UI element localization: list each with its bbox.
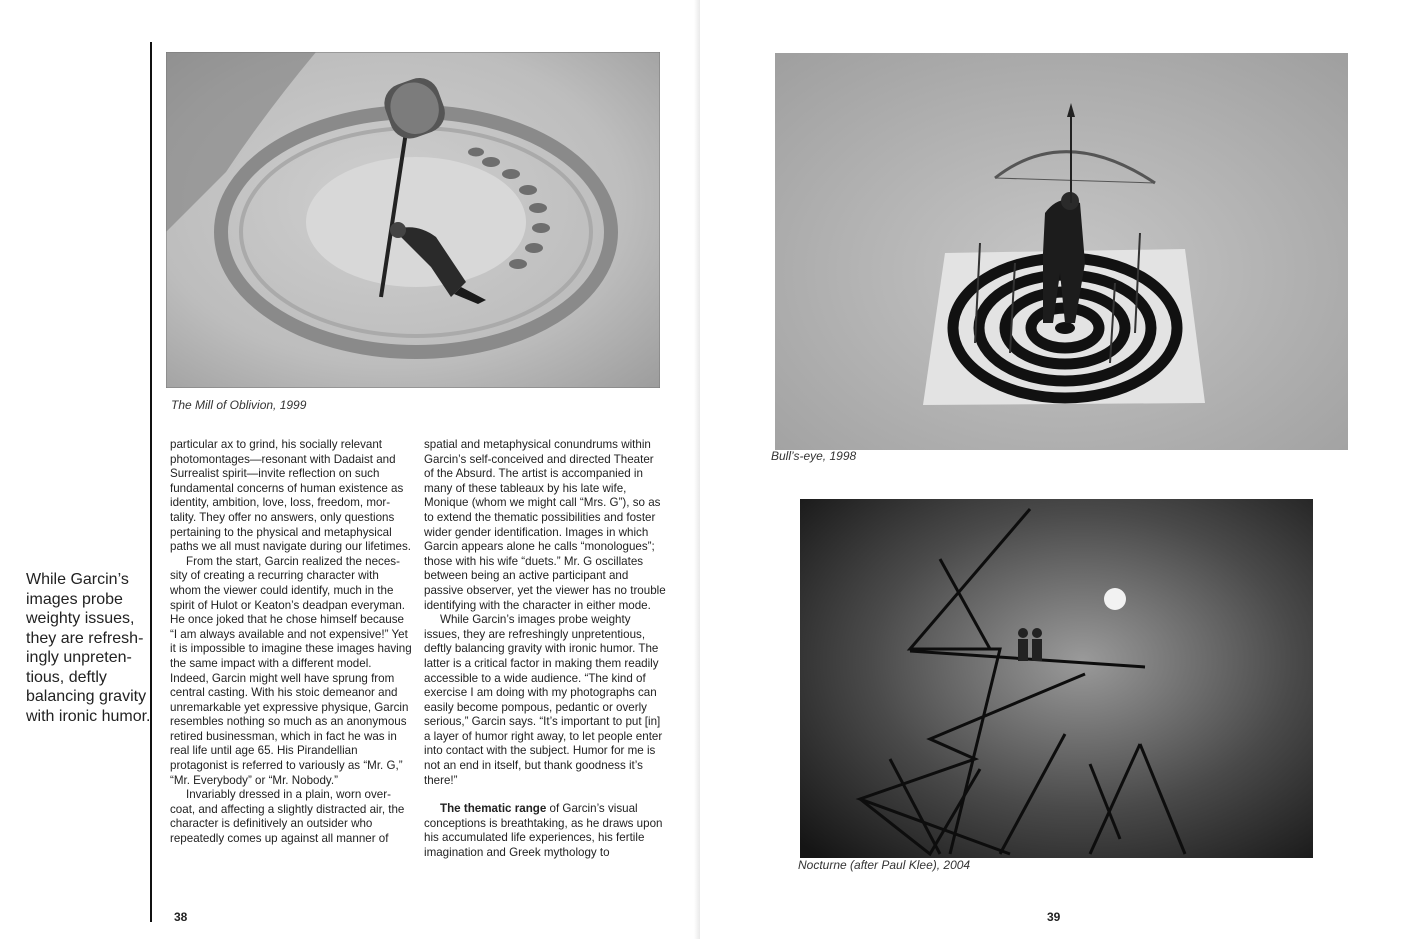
right-page <box>700 0 1417 939</box>
paragraph: From the start, Garcin realized the necessity of creating a recurring character with whom the viewer could identify, much in the spirit of Hulot or Keaton’s deadpan everyman. He once joked that he chose himself because “I am always available and not expensive!” Yet it is impossible to imagine these images having the same impact with a different model. Indeed, Garcin might well have sprung from central casting. With his stoic demeanor and unremarkable yet expressive physique, Garcin resembles nothing so much as an anonymous retired businessman, which in fact he was in real life until age 65. His Pirandellian protagonist is referred to variously as “Mr. G,” “Mr. Everybody” or “Mr. Nobody.” <box>170 554 412 787</box>
paragraph <box>424 802 666 860</box>
margin-rule <box>150 42 152 922</box>
photo-caption-nocturne: Nocturne (after Paul Klee), 2004 <box>798 858 971 872</box>
paragraph: spatial and metaphysical conundrums within Garcin’s self-conceived and directed Theater of the Absurd. The artist is accompanied in many of these tableaux by his late wife, Monique (whom we might call “Mrs. G”), so as to extend the thematic possibilities and foster wider gender identification. Images in which Garcin appears alone he calls “monologues”; those with his wife “duets.” Mr. G oscillates between being an active participant and passive observer, yet the viewer has no trouble identifying with the character in either mode. <box>424 438 666 612</box>
paragraph-text: of Garcin’s visual conceptions is breathtaking, as he draws upon his accumulated life experiences, his fertile imagination and Greek mythology to <box>424 802 663 860</box>
section-lead-in: The thematic range <box>440 802 547 816</box>
nocturne-photo <box>800 499 1313 858</box>
pull-quote: While Garcin’s images probe weighty issues, they are refreshingly unpretentious, deftly balancing gravity with ironic humor. <box>26 571 151 725</box>
text-column-2 <box>424 438 666 861</box>
photo-caption-mill: The Mill of Oblivion, 1999 <box>171 398 307 412</box>
bulls-eye-photo <box>775 53 1348 450</box>
photo-caption-bulls-eye: Bull’s-eye, 1998 <box>771 449 857 463</box>
paragraph: particular ax to grind, his socially relevant photomontages—resonant with Dadaist and Surrealist spirit—invite reflection on such fundamental concerns of human existence as identity, ambition, love, loss, freedom, mortality. They offer no answers, only questions pertaining to the physical and metaphysical paths we all must navigate during our lifetimes. <box>170 438 412 554</box>
paragraph: While Garcin’s images probe weighty issues, they are refreshingly unpretentious, deftly balancing gravity with ironic humor. The latter is a critical factor in making them readily accessible to a wide audience. “The kind of exercise I am doing with my photographs can easily become pompous, pedantic or overly serious,” Garcin says. “It’s important to put [in] a layer of humor right away, to let people enter into contact with the subject. Humor for me is not an end in itself, but thank goodness it’s there!” <box>424 613 663 787</box>
left-page <box>0 0 700 939</box>
text-column-1 <box>170 438 412 847</box>
mill-of-oblivion-photo <box>166 52 660 388</box>
paragraph: Invariably dressed in a plain, worn overcoat, and affecting a slightly distracted air, the character is definitively an outsider who repeatedly comes up against all manner of <box>170 788 405 846</box>
page-number: 38 <box>174 910 188 924</box>
page-number: 39 <box>1047 910 1061 924</box>
